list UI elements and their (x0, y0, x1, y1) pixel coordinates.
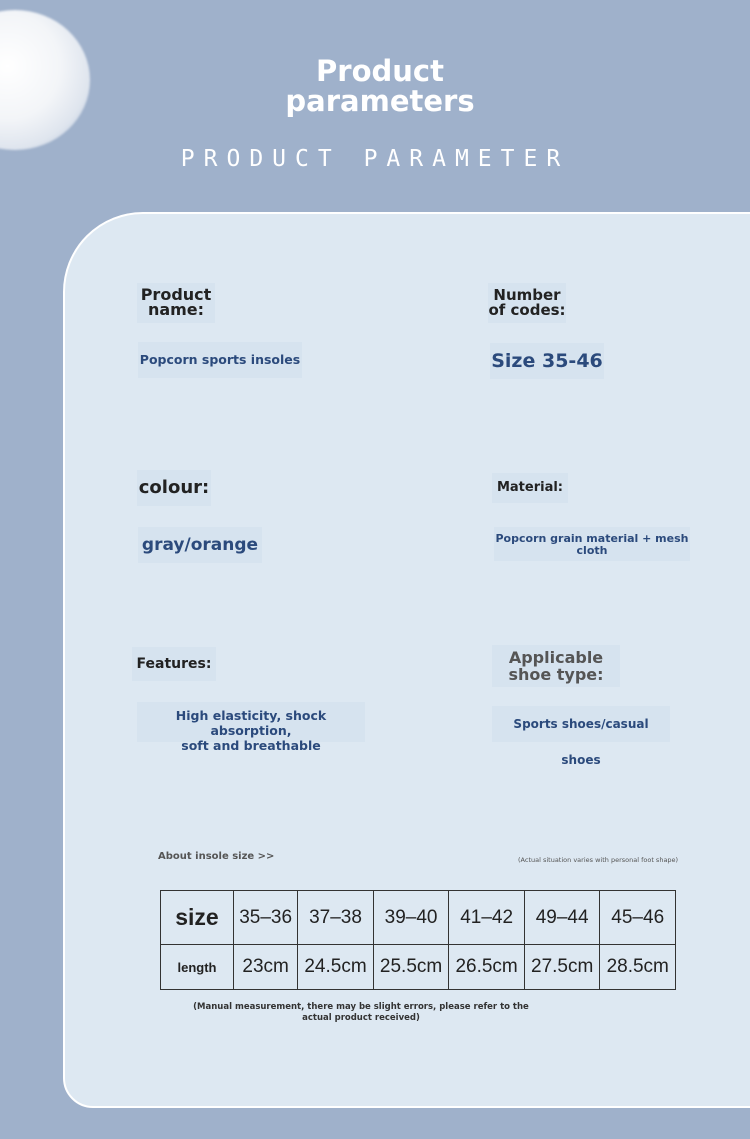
table-row (161, 945, 676, 990)
colour-value: gray/orange (138, 527, 262, 563)
product-name-value: Popcorn sports insoles (138, 342, 302, 378)
material-value: Popcorn grain material + mesh cloth (494, 527, 690, 561)
page-title (0, 56, 750, 116)
length-cell: 28.5cm (600, 945, 676, 990)
length-cell: 24.5cm (298, 945, 374, 990)
length-cell: 25.5cm (373, 945, 449, 990)
colour-label: colour: (137, 470, 211, 506)
shoe-type-label: Applicable shoe type: (492, 645, 620, 687)
material-label: Material: (492, 473, 568, 503)
size-cell: 37–38 (298, 891, 374, 945)
table-row (161, 891, 676, 945)
size-row-header: size (161, 891, 234, 945)
title-line-2: parameters (285, 84, 475, 118)
about-size-label: About insole size >> (158, 851, 275, 862)
length-cell: 27.5cm (524, 945, 600, 990)
length-cell: 26.5cm (449, 945, 525, 990)
length-row-header: length (161, 945, 234, 990)
size-cell: 41–42 (449, 891, 525, 945)
product-name-label: Product name: (137, 283, 215, 323)
codes-label: Number of codes: (488, 283, 566, 323)
codes-value: Size 35-46 (490, 343, 604, 379)
features-label: Features: (132, 647, 216, 681)
size-cell: 45–46 (600, 891, 676, 945)
title-line-1: Product (316, 54, 444, 88)
page-subtitle: PRODUCT PARAMETER (180, 146, 570, 172)
actual-situation-note: (Actual situation varies with personal foot shape) (518, 856, 679, 864)
features-value: High elasticity, shock absorption, soft and breathable (137, 702, 365, 742)
length-cell: 23cm (234, 945, 298, 990)
size-cell: 35–36 (234, 891, 298, 945)
size-table (160, 890, 676, 990)
size-cell: 39–40 (373, 891, 449, 945)
shoe-type-value: Sports shoes/casual shoes (492, 706, 670, 742)
measurement-footnote: (Manual measurement, there may be slight errors, please refer to the actual product received) (193, 1002, 529, 1023)
size-cell: 49–44 (524, 891, 600, 945)
